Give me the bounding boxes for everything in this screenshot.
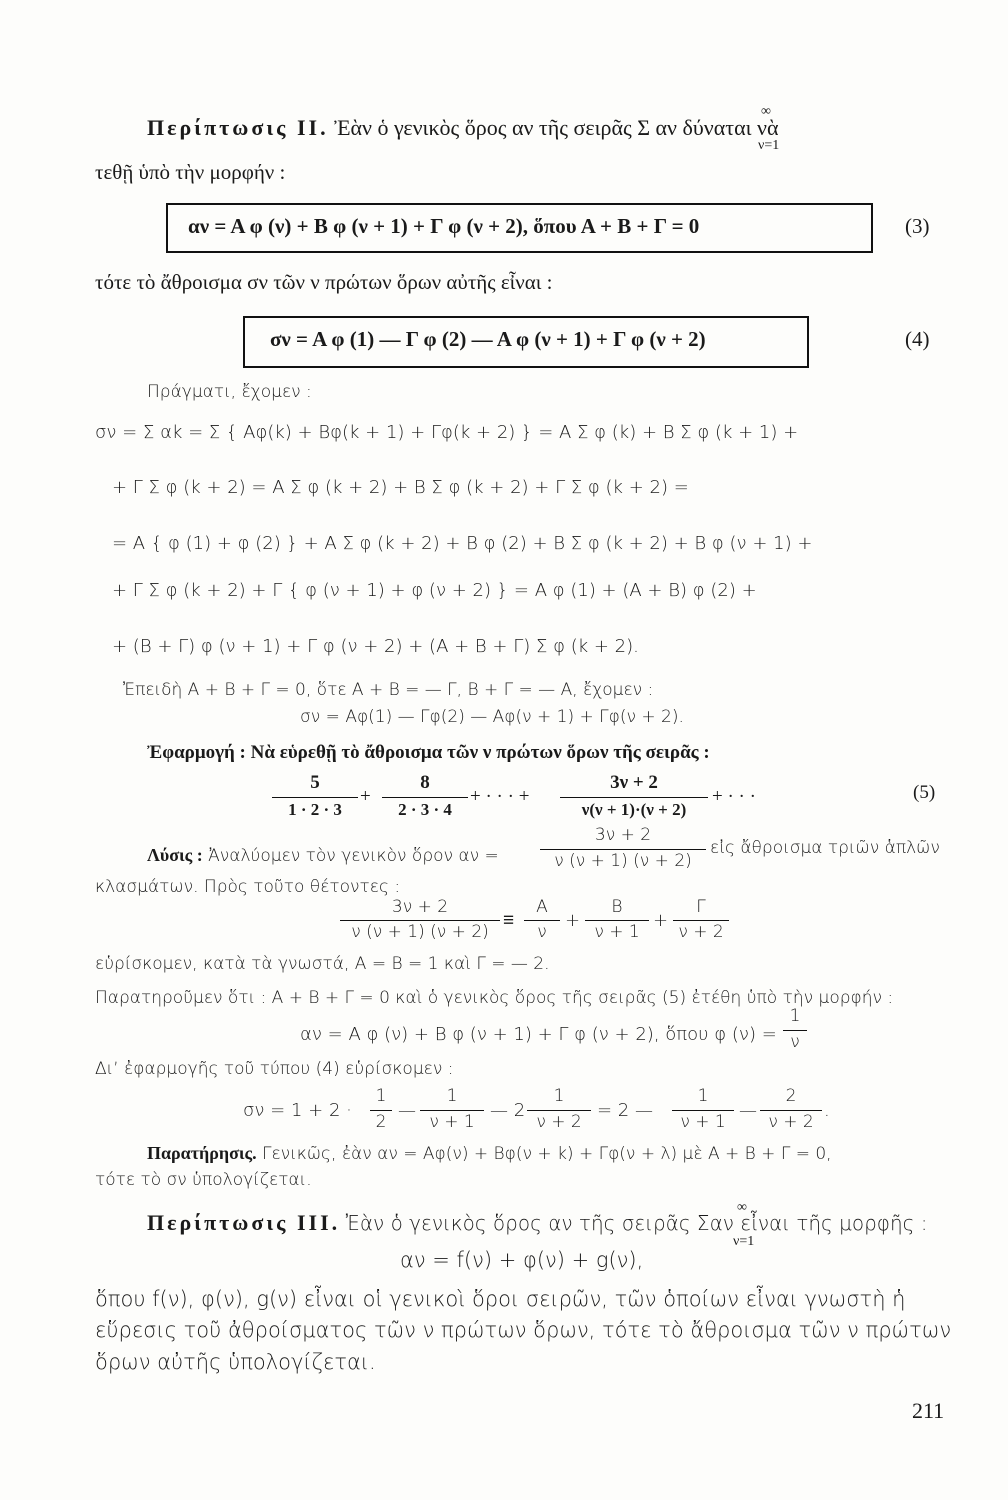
series-term2-num: 8: [420, 772, 430, 793]
formula4: σν = Α φ (1) — Γ φ (2) — Α φ (ν + 1) + Γ φ (ν + 2): [270, 327, 706, 351]
formula3: αν = Α φ (ν) + Β φ (ν + 1) + Γ φ (ν + 2), ὅπου Α + Β + Γ = 0: [188, 214, 700, 238]
solution-line: [147, 845, 499, 866]
final-f5-bar: [760, 1110, 822, 1111]
solution-cont: κλασμάτων. Πρὸς τοῦτο θέτοντες :: [95, 877, 401, 897]
remark-line: [147, 1143, 832, 1164]
case3-text2: εὕρεσις τοῦ ἀθροίσματος τῶν ν πρώτων ὅρων, τότε τὸ ἄθροισμα τῶν ν πρώτων: [95, 1318, 952, 1342]
final-f4-den: ν + 1: [680, 1112, 726, 1132]
general-form: αν = Α φ (ν) + Β φ (ν + 1) + Γ φ (ν + 2), ὅπου φ (ν) =: [300, 1024, 777, 1045]
found-values: εὑρίσκομεν, κατὰ τὰ γνωστά, Α = Β = 1 καὶ Γ = — 2.: [95, 954, 550, 974]
partial-a-den: ν: [537, 922, 547, 942]
series-term1-bar: [272, 797, 358, 798]
form-frac-num: 1: [789, 1006, 801, 1026]
remark-label: Παρατήρησις.: [147, 1143, 257, 1163]
remark-text: Γενικῶς, ἐὰν αν = Αφ(ν) + Βφ(ν + k) + Γφ(ν + λ) μὲ Α + Β + Γ = 0,: [261, 1144, 832, 1164]
partial-c-bar: [673, 920, 729, 921]
observe-text: Παρατηροῦμεν ὅτι : Α + Β + Γ = 0 καὶ ὁ γενικὸς ὅρος τῆς σειρᾶς (5) ἐτέθη ὑπὸ τὴν μορφήν :: [95, 988, 894, 1008]
partial-a-bar: [524, 920, 560, 921]
proof-line2: + Γ Σ φ (k + 2) = Α Σ φ (k + 2) + Β Σ φ (k + 2) + Γ Σ φ (k + 2) =: [112, 477, 689, 498]
case3-intro: Ἐὰν ὁ γενικὸς ὅρος αν τῆς σειρᾶς Σαν εἶναι τῆς μορφῆς :: [345, 1211, 928, 1235]
solution-label: Λύσις :: [147, 845, 203, 865]
partial-b-den: ν + 1: [594, 922, 640, 942]
case3-heading-line: [147, 1210, 928, 1236]
case3-sum-lower: ν=1: [733, 1234, 755, 1249]
series-term3-den: ν(ν + 1)·(ν + 2): [581, 800, 687, 819]
final-f2-num: 1: [446, 1086, 458, 1106]
proof-line5: + (Β + Γ) φ (ν + 1) + Γ φ (ν + 2) + (Α + Β + Γ) Σ φ (k + 2).: [112, 636, 639, 657]
case3-formula: αν = f(ν) + φ(ν) + g(ν),: [400, 1248, 644, 1272]
series-op2: + · · · +: [470, 786, 530, 807]
final-op3: = 2 —: [597, 1100, 653, 1121]
proof-since: Ἐπειδὴ Α + Β + Γ = 0, ὅτε Α + Β = — Γ, Β + Γ = — Α, ἔχομεν :: [123, 680, 654, 700]
partial-plus1: +: [565, 910, 581, 931]
then-sum: τότε τὸ ἄθροισμα σν τῶν ν πρώτων ὅρων αὐτῆς εἶναι :: [95, 270, 553, 294]
partial-a-num: Α: [536, 897, 548, 917]
final-f5-den: ν + 2: [768, 1112, 814, 1132]
final-op5: .: [824, 1100, 830, 1121]
solution-frac-den: ν (ν + 1) (ν + 2): [554, 851, 692, 871]
final-f3-den: ν + 2: [536, 1112, 582, 1132]
series-term2-den: 2 · 3 · 4: [398, 800, 452, 819]
case3-heading: Περίπτωσις III.: [147, 1210, 341, 1235]
proof-line3: = Α { φ (1) + φ (2) } + Α Σ φ (k + 2) + Β φ (2) + Β Σ φ (k + 2) + Β φ (ν + 1) +: [112, 533, 813, 554]
case3-sum-upper: ∞: [737, 1200, 747, 1215]
final-f2-den: ν + 1: [429, 1112, 475, 1132]
case2-intro-cont: τεθῇ ὑπὸ τὴν μορφήν :: [95, 160, 286, 184]
series-term1-num: 5: [310, 772, 320, 793]
series-op3: + · · ·: [712, 786, 756, 807]
solution-frac-bar: [540, 849, 706, 850]
final-f3-bar: [527, 1110, 591, 1111]
final-op2: — 2: [490, 1100, 526, 1121]
case2-intro: Ἐὰν ὁ γενικὸς ὅρος αν τῆς σειρᾶς Σ αν δύναται νὰ: [334, 115, 779, 140]
final-f1-den: 2: [375, 1112, 387, 1132]
final-f5-num: 2: [785, 1086, 797, 1106]
series-term3-num: 3ν + 2: [610, 772, 658, 793]
partial-lhs-num: 3ν + 2: [391, 897, 449, 917]
final-f1-num: 1: [375, 1086, 387, 1106]
case2-heading-line: [147, 115, 778, 141]
final-start: σν = 1 + 2 ·: [243, 1100, 352, 1121]
via-formula4: Διʼ ἐφαρμογῆς τοῦ τύπου (4) εὑρίσκομεν :: [95, 1059, 454, 1079]
application-title: Ἐφαρμογή : Νὰ εὑρεθῇ τὸ ἄθροισμα τῶν ν πρώτων ὅρων τῆς σειρᾶς :: [147, 742, 710, 763]
series-term1-den: 1 · 2 · 3: [288, 800, 342, 819]
solution-text: Ἀναλύομεν τὸν γενικὸν ὅρον αν =: [208, 846, 499, 866]
proof-line1: σν = Σ αk = Σ { Αφ(k) + Βφ(k + 1) + Γφ(k + 2) } = Α Σ φ (k) + Β Σ φ (k + 1) +: [95, 422, 799, 443]
partial-c-den: ν + 2: [678, 922, 724, 942]
eq3-label: (3): [905, 214, 930, 238]
case3-text1: ὅπου f(ν), φ(ν), g(ν) εἶναι οἱ γενικοὶ ὅροι σειρῶν, τῶν ὁποίων εἶναι γνωστὴ ἡ: [95, 1287, 906, 1311]
final-f1-bar: [370, 1110, 392, 1111]
final-f4-bar: [672, 1110, 734, 1111]
partial-b-bar: [585, 920, 649, 921]
final-f3-num: 1: [553, 1086, 565, 1106]
partial-c-num: Γ: [696, 897, 706, 917]
proof-intro: Πράγματι, ἔχομεν :: [147, 382, 312, 402]
series-term3-bar: [560, 797, 708, 798]
sum-upper-limit: ∞: [761, 104, 771, 119]
eq4-label: (4): [905, 327, 930, 351]
page-number: 211: [912, 1398, 945, 1423]
partial-plus2: +: [653, 910, 669, 931]
proof-line4: + Γ Σ φ (k + 2) + Γ { φ (ν + 1) + φ (ν + 2) } = Α φ (1) + (Α + Β) φ (2) +: [112, 580, 757, 601]
remark-cont: τότε τὸ σν ὑπολογίζεται.: [95, 1170, 312, 1190]
partial-lhs-bar: [340, 920, 500, 921]
solution-tail: εἰς ἄθροισμα τριῶν ἁπλῶν: [710, 838, 940, 858]
series-op1: +: [360, 786, 371, 807]
form-frac-den: ν: [790, 1032, 800, 1052]
proof-result: σν = Αφ(1) — Γφ(2) — Αφ(ν + 1) + Γφ(ν + 2).: [300, 707, 684, 727]
solution-frac-num: 3ν + 2: [594, 825, 652, 845]
final-f2-bar: [420, 1110, 484, 1111]
case2-heading: Περίπτωσις II.: [147, 115, 329, 140]
partial-b-num: Β: [611, 897, 623, 917]
form-frac-bar: [783, 1030, 807, 1031]
sum-lower-limit: ν=1: [758, 138, 780, 153]
final-op4: —: [739, 1100, 757, 1121]
final-op1: —: [398, 1100, 416, 1121]
case3-text3: ὅρων αὐτῆς ὑπολογίζεται.: [95, 1350, 376, 1374]
partial-lhs-den: ν (ν + 1) (ν + 2): [351, 922, 489, 942]
partial-equiv: ≡: [503, 909, 515, 931]
final-f4-num: 1: [697, 1086, 709, 1106]
series-term2-bar: [382, 797, 468, 798]
eq5-label: (5): [913, 782, 936, 803]
